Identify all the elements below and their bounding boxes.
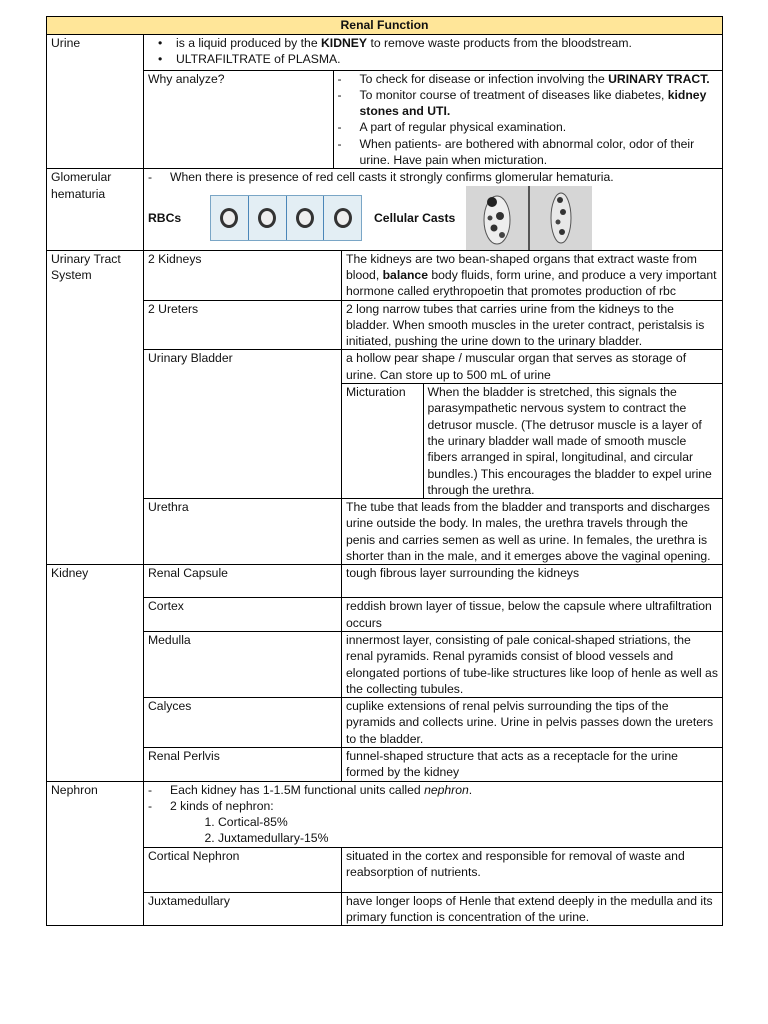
nephron-type-description: have longer loops of Henle that extend deeply in the medulla and its primary function is concentration of the urine. (342, 892, 723, 926)
reason-item: - A part of regular physical examination. (337, 120, 567, 135)
kidney-part-description: cuplike extensions of renal pelvis surrounding the tips of the pyramids and collects urine. Urine in pelvis passes down the ureters to the bladder. (342, 698, 723, 748)
kidney-part-description: reddish brown layer of tissue, below the capsule where ultrafiltration occurs (342, 598, 723, 632)
nephron-kinds-list (148, 814, 718, 847)
nephron-line-2: - 2 kinds of nephron: (148, 798, 274, 813)
nephron-line-1: - Each kidney has 1-1.5M functional units called nephron. (148, 782, 473, 797)
micturation-text: When the bladder is stretched, this signals the parasympathetic nervous system to contract the detrusor muscle. (The detrusor muscle is a layer of the urinary bladder wall made of smooth muscle fibers arranged in spiral, longitudinal, and circular bundles.) This encourages the bladder to expel urine through the urethra. (427, 385, 712, 497)
kidney-part-name: Cortex (144, 598, 342, 632)
micturation-label: Micturation (342, 384, 423, 498)
cellular-casts-image (466, 186, 592, 250)
nephron-overview (144, 781, 723, 847)
organ-name: 2 Ureters (144, 300, 342, 350)
kidney-part-name: Medulla (144, 631, 342, 697)
kidney-part-description: innermost layer, consisting of pale conical-shaped striations, the renal pyramids. Renal pyramids consist of blood vessels and elongated portions of tube-like structures like loop of henle as well as the collecting tubules. (342, 631, 723, 697)
kidney-part-name: Renal Capsule (144, 565, 342, 598)
organ-description: a hollow pear shape / muscular organ that serves as storage of urine. Can store up to 500 mL of urine (342, 350, 723, 384)
nephron-kind: 2. Juxtamedullary-15% (218, 830, 718, 846)
casts-label: Cellular Casts (374, 210, 456, 225)
reason-item: - To monitor course of treatment of diseases like diabetes, kidney stones and UTI. (337, 87, 707, 119)
nephron-kind: 1. Cortical-85% (218, 814, 718, 830)
micturation-section (342, 384, 723, 499)
renal-function-document (46, 16, 722, 926)
row-label-nephron: Nephron (47, 781, 144, 926)
organ-name: Urethra (144, 499, 342, 565)
row-label-glomerular: Glomerular hematuria (47, 169, 144, 250)
row-label-urinary-tract: Urinary Tract System (47, 250, 144, 565)
row-label-urine: Urine (47, 35, 144, 169)
kidney-part-name: Renal Perlvis (144, 747, 342, 781)
urine-bullet-2: • ULTRAFILTRATE of PLASMA. (176, 51, 718, 67)
organ-name: 2 Kidneys (144, 250, 342, 300)
why-analyze-label: Why analyze? (144, 71, 333, 169)
renal-function-table (46, 16, 723, 926)
nephron-type-name: Juxtamedullary (144, 892, 342, 926)
rbc-image (210, 195, 362, 241)
urine-bullet-1: • is a liquid produced by the KIDNEY to remove waste products from the bloodstream. (176, 35, 718, 51)
urine-definition (144, 35, 723, 71)
why-analyze-section (144, 70, 723, 169)
table-title: Renal Function (47, 17, 723, 35)
reason-item: - When patients- are bothered with abnormal color, odor of their urine. Have pain when micturation. (337, 136, 695, 168)
organ-description: The tube that leads from the bladder and transports and discharges urine outside the body. In males, the urethra travels through the penis and carries semen as well as urine. In females, the urethra is shorter than in the male, and it emerges above the vaginal opening. (342, 499, 723, 565)
nephron-type-description: situated in the cortex and responsible for removal of waste and reabsorption of nutrients. (342, 847, 723, 892)
glomerular-content (144, 169, 723, 250)
organ-name: Urinary Bladder (144, 350, 342, 499)
kidney-part-description: tough fibrous layer surrounding the kidneys (342, 565, 723, 598)
nephron-type-name: Cortical Nephron (144, 847, 342, 892)
reason-item: - To check for disease or infection involving the URINARY TRACT. (337, 71, 710, 86)
row-label-kidney: Kidney (47, 565, 144, 781)
glomerular-text: - When there is presence of red cell casts it strongly confirms glomerular hematuria. (148, 170, 614, 185)
organ-description: The kidneys are two bean-shaped organs that extract waste from blood, balance body fluids, form urine, and produce a very important hormone called erythropoetin that promotes production of rbc (342, 250, 723, 300)
rbc-label: RBCs (148, 210, 182, 225)
kidney-part-name: Calyces (144, 698, 342, 748)
kidney-part-description: funnel-shaped structure that acts as a receptacle for the urine formed by the kidney (342, 747, 723, 781)
organ-description: 2 long narrow tubes that carries urine from the kidneys to the bladder. When smooth muscles in the ureter contract, peristalsis is initiated, pushing the urine down to the urinary bladder. (342, 300, 723, 350)
